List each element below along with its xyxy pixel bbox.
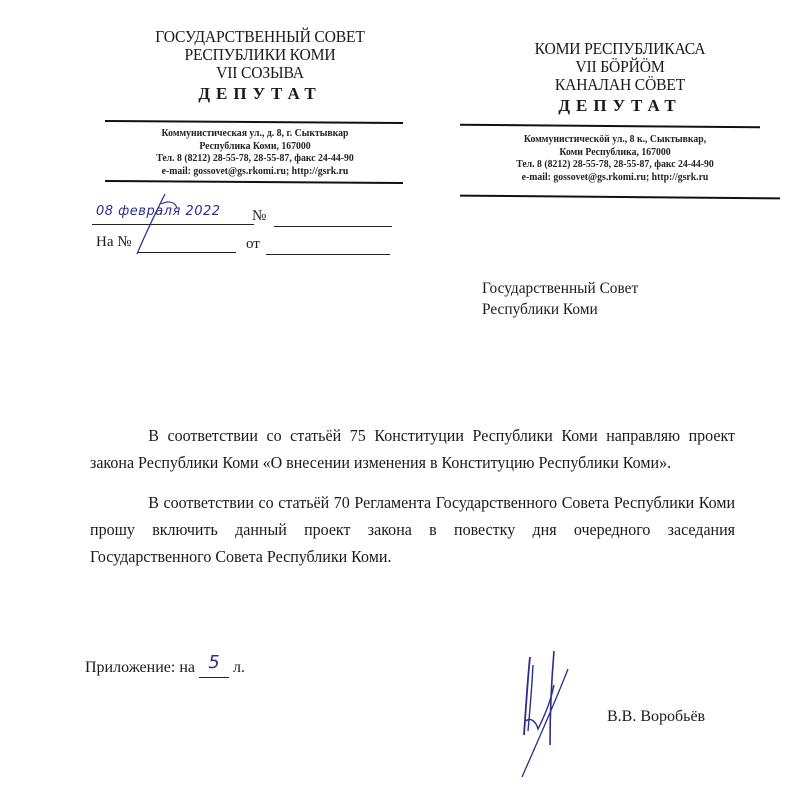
right-address-line: Тел. 8 (8212) 28-55-78, 28-55-87, факс 24-44-90 bbox=[516, 159, 714, 170]
recipient-block bbox=[482, 278, 638, 320]
reply-number-label: На № bbox=[96, 234, 132, 250]
right-address-line: Коммунистическöй ул., 8 к., Сыктывкар, bbox=[523, 134, 707, 145]
left-address-line: Коммунистическая ул., д. 8, г. Сыктывкар bbox=[161, 128, 349, 139]
recipient-line: Республики Коми bbox=[482, 301, 598, 318]
number-label: № bbox=[252, 208, 267, 224]
attachment-pages bbox=[199, 652, 229, 678]
right-header-rule-bottom bbox=[460, 195, 780, 200]
attachment-prefix: Приложение: на bbox=[85, 659, 195, 676]
from-field-line[interactable] bbox=[266, 254, 390, 255]
letter-body bbox=[90, 422, 735, 570]
right-address-line: e-mail: gossovet@gs.rkomi.ru; http://gsrk.ru bbox=[521, 171, 709, 183]
body-paragraph: В соответствии со статьёй 75 Конституции Республики Коми направляю проект закона Республики Коми «О внесении изменения в Конституцию Республики Коми». bbox=[90, 426, 736, 472]
body-paragraph: В соответствии со статьёй 70 Регламента Государственного Совета Республики Коми прошу включить данный проект закона в повестку дня очередного заседания Государственного Совета Республики Коми. bbox=[90, 493, 736, 566]
attachment-suffix: л. bbox=[232, 659, 245, 676]
left-header-title: ДЕПУТАТ bbox=[198, 84, 322, 103]
left-address-line: Республика Коми, 167000 bbox=[199, 140, 311, 152]
from-label: от bbox=[246, 236, 260, 252]
attachment-pages-handwritten: 5 bbox=[208, 652, 220, 673]
left-header-line: VII СОЗЫВА bbox=[216, 63, 304, 82]
right-address-line: Коми Республика, 167000 bbox=[559, 146, 671, 158]
left-header-rule-top bbox=[105, 120, 403, 124]
left-header-rule-bottom bbox=[105, 180, 403, 184]
left-address-block bbox=[120, 128, 390, 178]
date-flourish-icon bbox=[125, 190, 185, 260]
number-field-line[interactable] bbox=[274, 226, 392, 227]
left-header-line: РЕСПУБЛИКИ КОМИ bbox=[184, 45, 336, 64]
left-address-line: Тел. 8 (8212) 28-55-78, 28-55-87, факс 24-44-90 bbox=[156, 153, 354, 164]
signatory-name: В.В. Воробьёв bbox=[607, 708, 706, 725]
right-header-line: КОМИ РЕСПУБЛИКАСА bbox=[534, 39, 706, 58]
signature-icon bbox=[510, 645, 580, 785]
right-header-line: КАНАЛАН СÖВЕТ bbox=[554, 75, 686, 94]
left-address-line: e-mail: gossovet@gs.rkomi.ru; http://gsrk.ru bbox=[161, 165, 349, 177]
right-letterhead bbox=[505, 40, 735, 116]
attachment-line bbox=[85, 652, 245, 678]
right-header-rule-top bbox=[460, 124, 760, 129]
left-header-line: ГОСУДАРСТВЕННЫЙ СОВЕТ bbox=[155, 27, 365, 46]
right-header-line: VII БÖРЙÖМ bbox=[575, 57, 665, 76]
right-header-title: ДЕПУТАТ bbox=[558, 96, 682, 115]
recipient-line: Государственный Совет bbox=[482, 280, 639, 297]
handwritten-date: 08 февраля 2022 bbox=[96, 204, 221, 219]
left-letterhead bbox=[110, 28, 410, 104]
right-address-block bbox=[480, 134, 750, 184]
